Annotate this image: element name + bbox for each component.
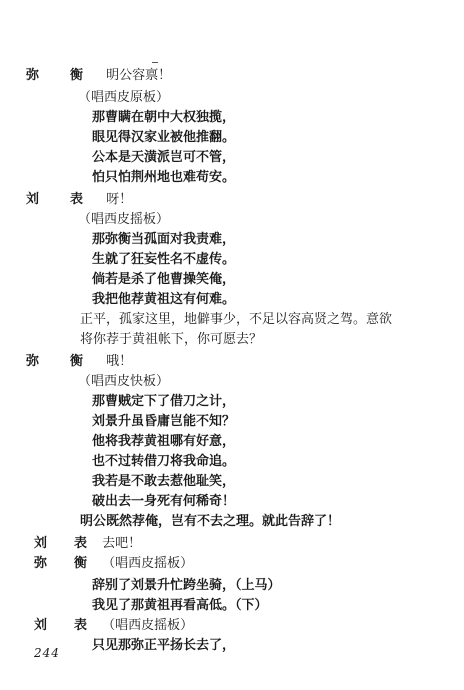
dialogue-line: [26, 192, 132, 208]
verse-line: 那曹贼定下了借刀之计，: [92, 394, 236, 409]
dialogue-line: [34, 618, 193, 634]
verse-line: 公本是天潢派岂可不管，: [92, 150, 236, 165]
verse-line: 那弥衡当孤面对我责难，: [92, 232, 236, 247]
verse-line: 也不过转借刀将我命追。: [92, 454, 236, 469]
prose-line: [80, 312, 392, 328]
speaker-name: 弥 衡: [26, 68, 93, 83]
speaker-name: 弥 衡: [34, 556, 95, 571]
verse-line: 辞别了刘景升忙跨坐骑，（上马）: [92, 578, 281, 593]
verse-line: 他将我荐黄祖哪有好意，: [92, 434, 236, 449]
stage-direction: （唱西皮摇板）: [102, 556, 194, 571]
speaker-name: 刘 表: [26, 192, 93, 207]
page-number: 244: [34, 646, 60, 660]
dialogue-text: 呀！: [106, 192, 133, 207]
dialogue-text: 哦！: [106, 354, 133, 369]
verse-line: 只见那弥正平扬长去了，: [92, 638, 236, 653]
dialogue-line: [26, 354, 132, 370]
dialogue-line: [34, 556, 193, 572]
verse-line: 生就了狂妄性名不虚传。: [92, 252, 236, 267]
speaker-name: 刘 表: [34, 618, 95, 633]
verse-line: 那曹瞒在朝中大权独揽，: [92, 110, 236, 125]
speaker-name: 刘 表: [34, 536, 95, 551]
prose-line: 将你荐于黄祖帐下，你可愿去？: [80, 332, 263, 347]
verse-line: 我把他荐黄祖这有何难。: [92, 292, 236, 307]
dialogue-line: [26, 68, 171, 84]
verse-line: 刘景升虽昏庸岂能不知？: [92, 414, 236, 429]
prose-text: 正平，孤家这里，地僻事少，不足以容高贤之驾。意欲: [80, 312, 393, 327]
verse-line: 怕只怕荆州地也难苟安。: [92, 170, 236, 185]
stage-direction: （唱西皮原板）: [78, 90, 170, 105]
verse-line: 我见了那黄祖再看高低。（下）: [92, 598, 268, 613]
verse-line: 眼见得汉家业被他推翻。: [92, 130, 236, 145]
verse-line: 我若是不敢去惹他耻笑，: [92, 474, 236, 489]
stage-direction: （唱西皮快板）: [78, 374, 170, 389]
dialogue-text: 明公容禀！: [106, 68, 172, 83]
prose-line: 明公既然荐俺，岂有不去之理。就此告辞了！: [80, 514, 341, 529]
dialogue-text: 去吧！: [102, 536, 142, 551]
verse-line: 破出去一身死有何稀奇！: [92, 494, 236, 509]
verse-line: 倘若是杀了他曹操笑俺，: [92, 272, 236, 287]
stage-direction: （唱西皮摇板）: [102, 618, 194, 633]
top-mark: [152, 62, 158, 63]
stage-direction: （唱西皮摇板）: [78, 212, 170, 227]
speaker-name: 弥 衡: [26, 354, 93, 369]
dialogue-line: [34, 536, 141, 552]
